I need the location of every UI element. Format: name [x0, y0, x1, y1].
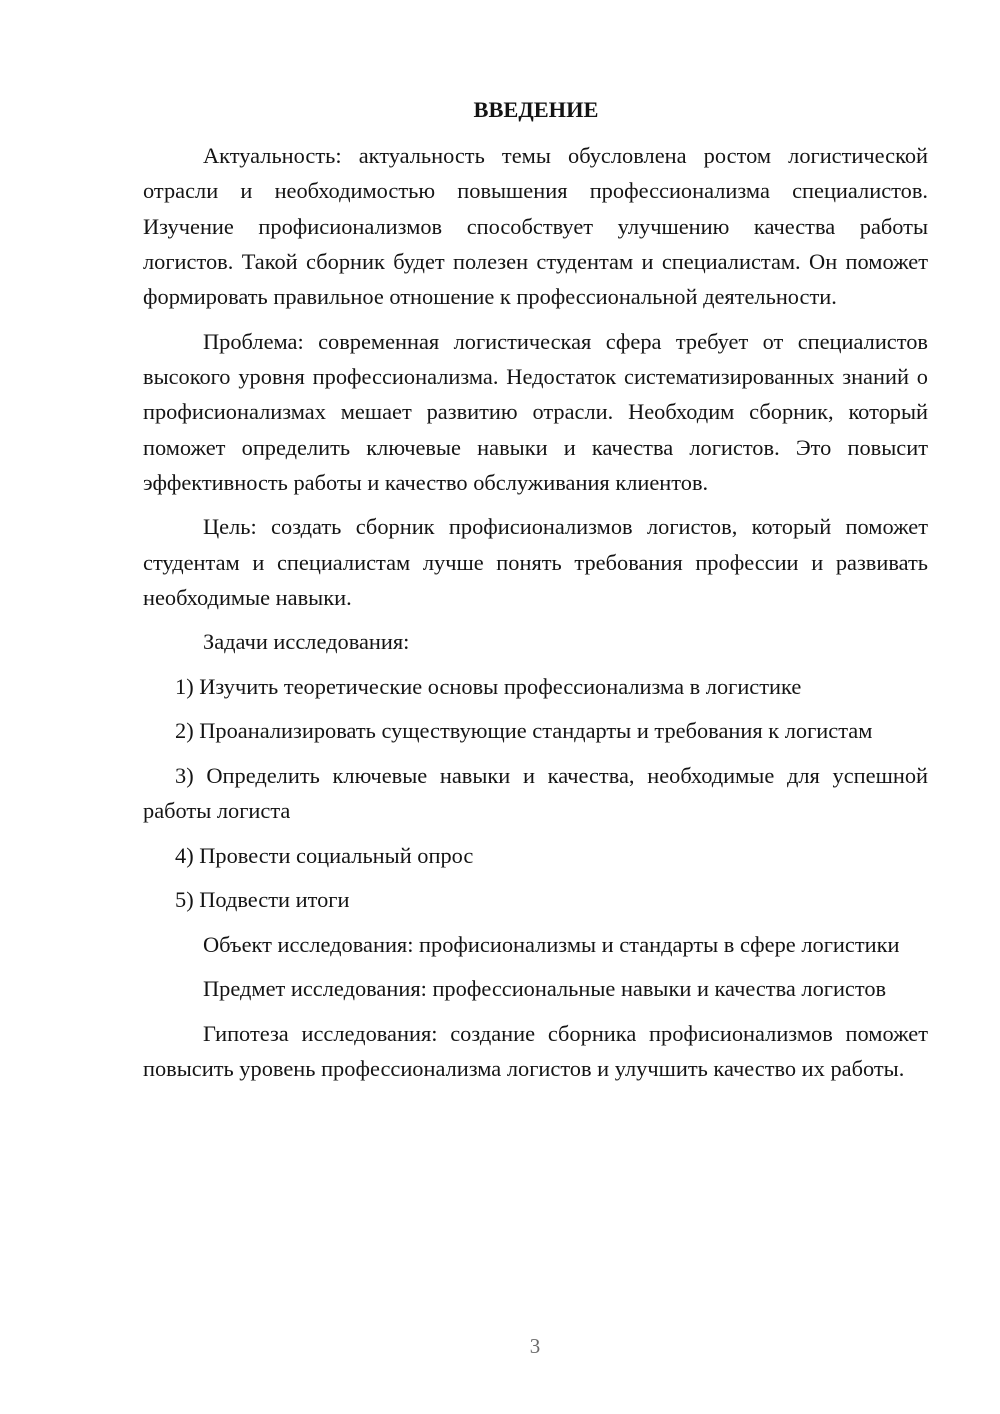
page-title: ВВЕДЕНИЕ — [473, 97, 599, 122]
task-item: 1) Изучить теоретические основы профессионализма в логистике — [175, 673, 802, 699]
relevance-paragraph: Актуальность: актуальность темы обусловлена ростом логистической отрасли и необходимостью повышения профессионализма специалистов. Изучение профисионализмов способствует улучшению качества работы логистов. Такой сборник будет полезен студентам и специалистам. Он поможет формировать правильное отношение к профессиональной деятельности. — [143, 143, 928, 310]
problem-paragraph: Проблема: современная логистическая сфера требует от специалистов высокого уровня профессионализма. Недостаток систематизированных знаний о профисионализмах мешает развитию отрасли. Необходим сборник, который поможет определить ключевые навыки и качества логистов. Это повысит эффективность работы и качество обслуживания клиентов. — [143, 328, 928, 495]
goal-paragraph: Цель: создать сборник профисионализмов логистов, который поможет студентам и специалистам лучше понять требования профессии и развивать необходимые навыки. — [143, 514, 928, 610]
task-item: 5) Подвести итоги — [175, 887, 350, 913]
hypothesis-paragraph: Гипотеза исследования: создание сборника профисионализмов поможет повысить уровень профессионализма логистов и улучшить качество их работы. — [143, 1020, 928, 1081]
page-number: 3 — [529, 1334, 541, 1358]
task-item: 4) Провести социальный опрос — [175, 842, 474, 868]
task-item: 3) Определить ключевые навыки и качества, необходимые для успешной работы логиста — [143, 762, 928, 824]
subject-paragraph: Предмет исследования: профессиональные навыки и качества логистов — [203, 976, 887, 1002]
page-body — [143, 88, 928, 1095]
object-paragraph: Объект исследования: профисионализмы и стандарты в сфере логистики — [203, 931, 900, 957]
tasks-heading: Задачи исследования: — [203, 629, 410, 655]
task-item: 2) Проанализировать существующие стандарты и требования к логистам — [175, 718, 873, 744]
